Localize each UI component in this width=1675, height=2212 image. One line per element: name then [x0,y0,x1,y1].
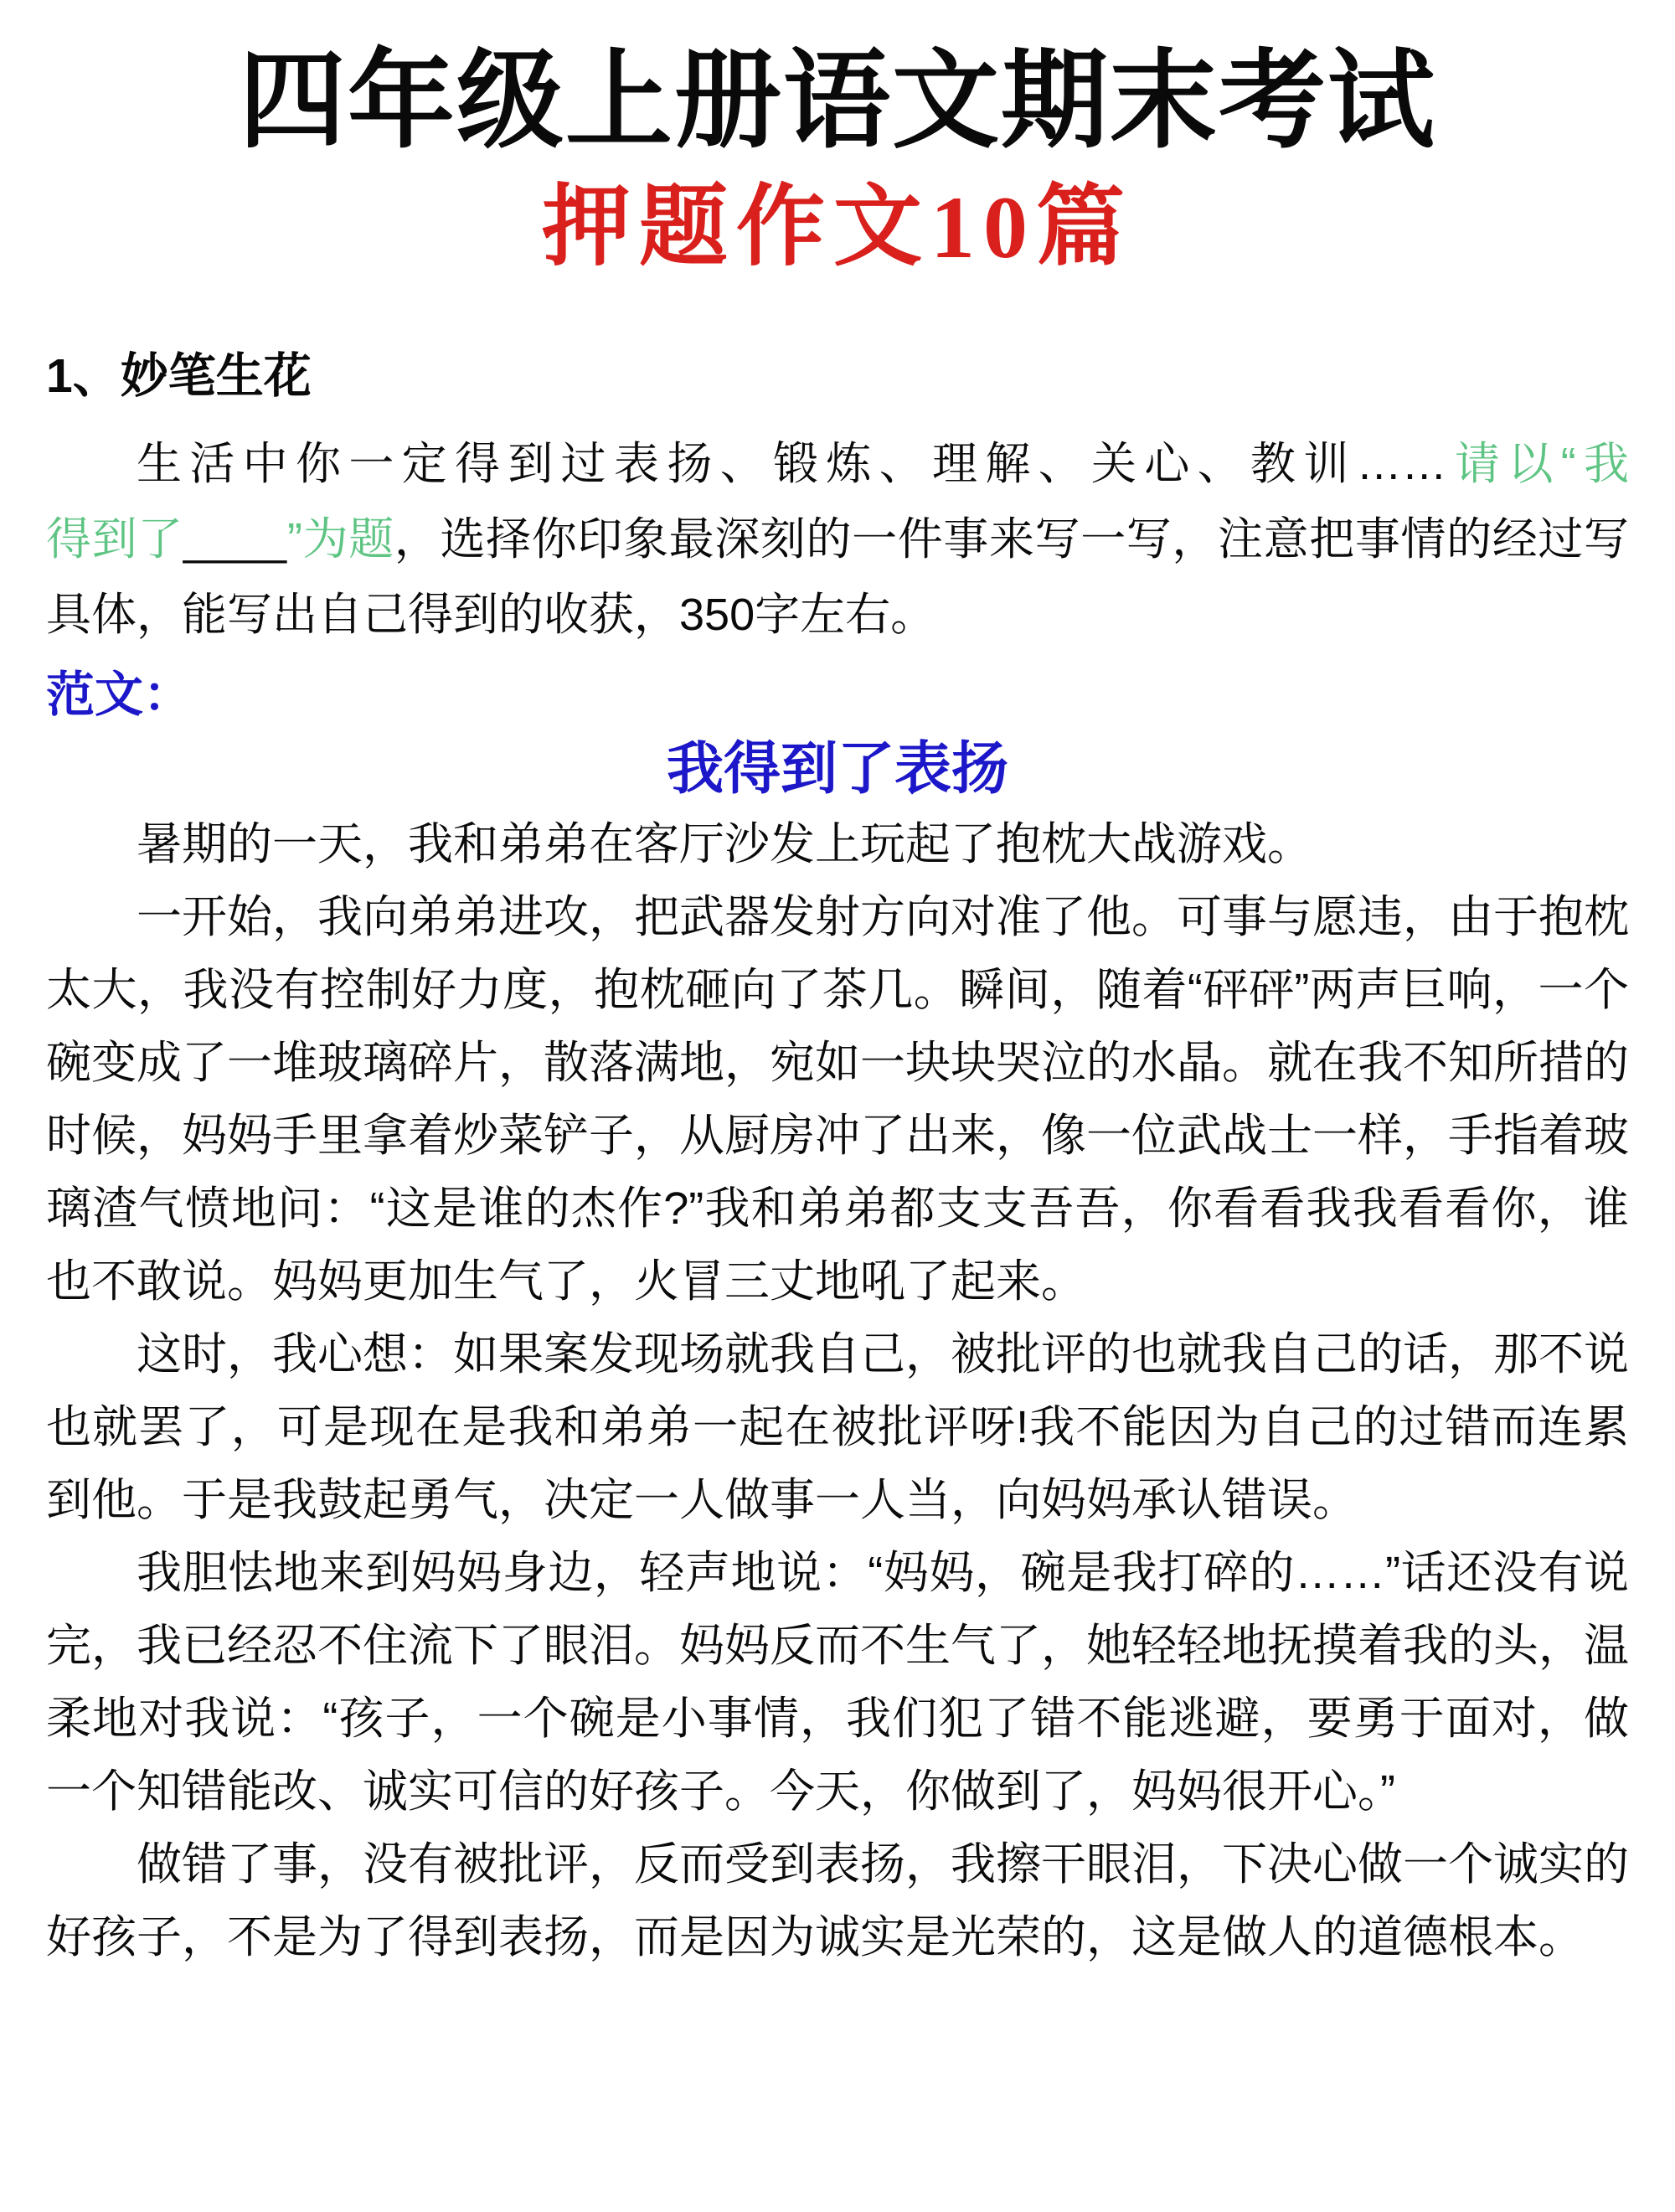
prompt-green-title-part: 得到了 [46,514,183,565]
section-heading: 1、妙笔生花 [46,348,312,403]
essay-paragraph-4: 我胆怯地来到妈妈身边，轻声地说：“妈妈，碗是我打碎的……”话还没有说完，我已经忍不住流下了眼泪。妈妈反而不生气了，她轻轻地抚摸着我的头，温柔地对我说：“孩子，一个碗是小事情，我们犯了错不能逃避，要勇于面对，做一个知错能改、诚实可信的好孩子。今天，你做到了，妈妈很开心。” [46,1548,1629,1818]
prompt-green-lead: 请以“我 [1446,439,1630,490]
essay-paragraph-5: 做错了事，没有被批评，反而受到表扬，我擦干眼泪，下决心做一个诚实的好孩子，不是为了得到表扬，而是因为诚实是光荣的，这是做人的道德根本。 [46,1839,1629,1963]
essay-paragraph-2: 一开始，我向弟弟进攻，把武器发射方向对准了他。可事与愿违，由于抱枕太大，我没有控制好力度，抱枕砸向了茶几。瞬间，随着“砰砰”两声巨响，一个碗变成了一堆玻璃碎片，散落满地，宛如一块块哭泣的水晶。就在我不知所措的时候，妈妈手里拿着炒菜铲子，从厨房冲了出来，像一位武战士一样，手指着玻璃渣气愤地问：“这是谁的杰作?”我和弟弟都支支吾吾，你看看我我看看你，谁也不敢说。妈妈更加生气了，火冒三丈地吼了起来。 [46,892,1629,1307]
essay-paragraph-1: 暑期的一天，我和弟弟在客厅沙发上玩起了抱枕大战游戏。 [137,819,1312,870]
essay-paragraph-3: 这时，我心想：如果案发现场就我自己，被批评的也就我自己的话，那不说也就罢了，可是现在是我和弟弟一起在被批评呀!我不能因为自己的过错而连累到他。于是我鼓起勇气，决定一人做事一人当，向妈妈承认错误。 [46,1329,1629,1526]
essay-body [46,808,1629,1974]
prompt-black-tail: ，选择你印象最深刻的一件事来写一写，注意把事情的经过写具体，能写出自己得到的收获，350字左右。 [46,514,1630,641]
model-essay-label: 范文： [46,668,193,723]
prompt-black-lead: 生活中你一定得到过表扬、锻炼、理解、关心、教训…… [137,439,1447,490]
blank-underline: ____ [183,514,288,565]
prompt-green-tail: ”为题 [287,514,394,565]
page-title: 四年级上册语文期末考试 [238,41,1436,161]
essay-title: 我得到了表扬 [666,736,1008,801]
writing-prompt [46,426,1629,652]
prompt-title-group [46,514,394,565]
page-subtitle: 押题作文10篇 [542,178,1133,277]
